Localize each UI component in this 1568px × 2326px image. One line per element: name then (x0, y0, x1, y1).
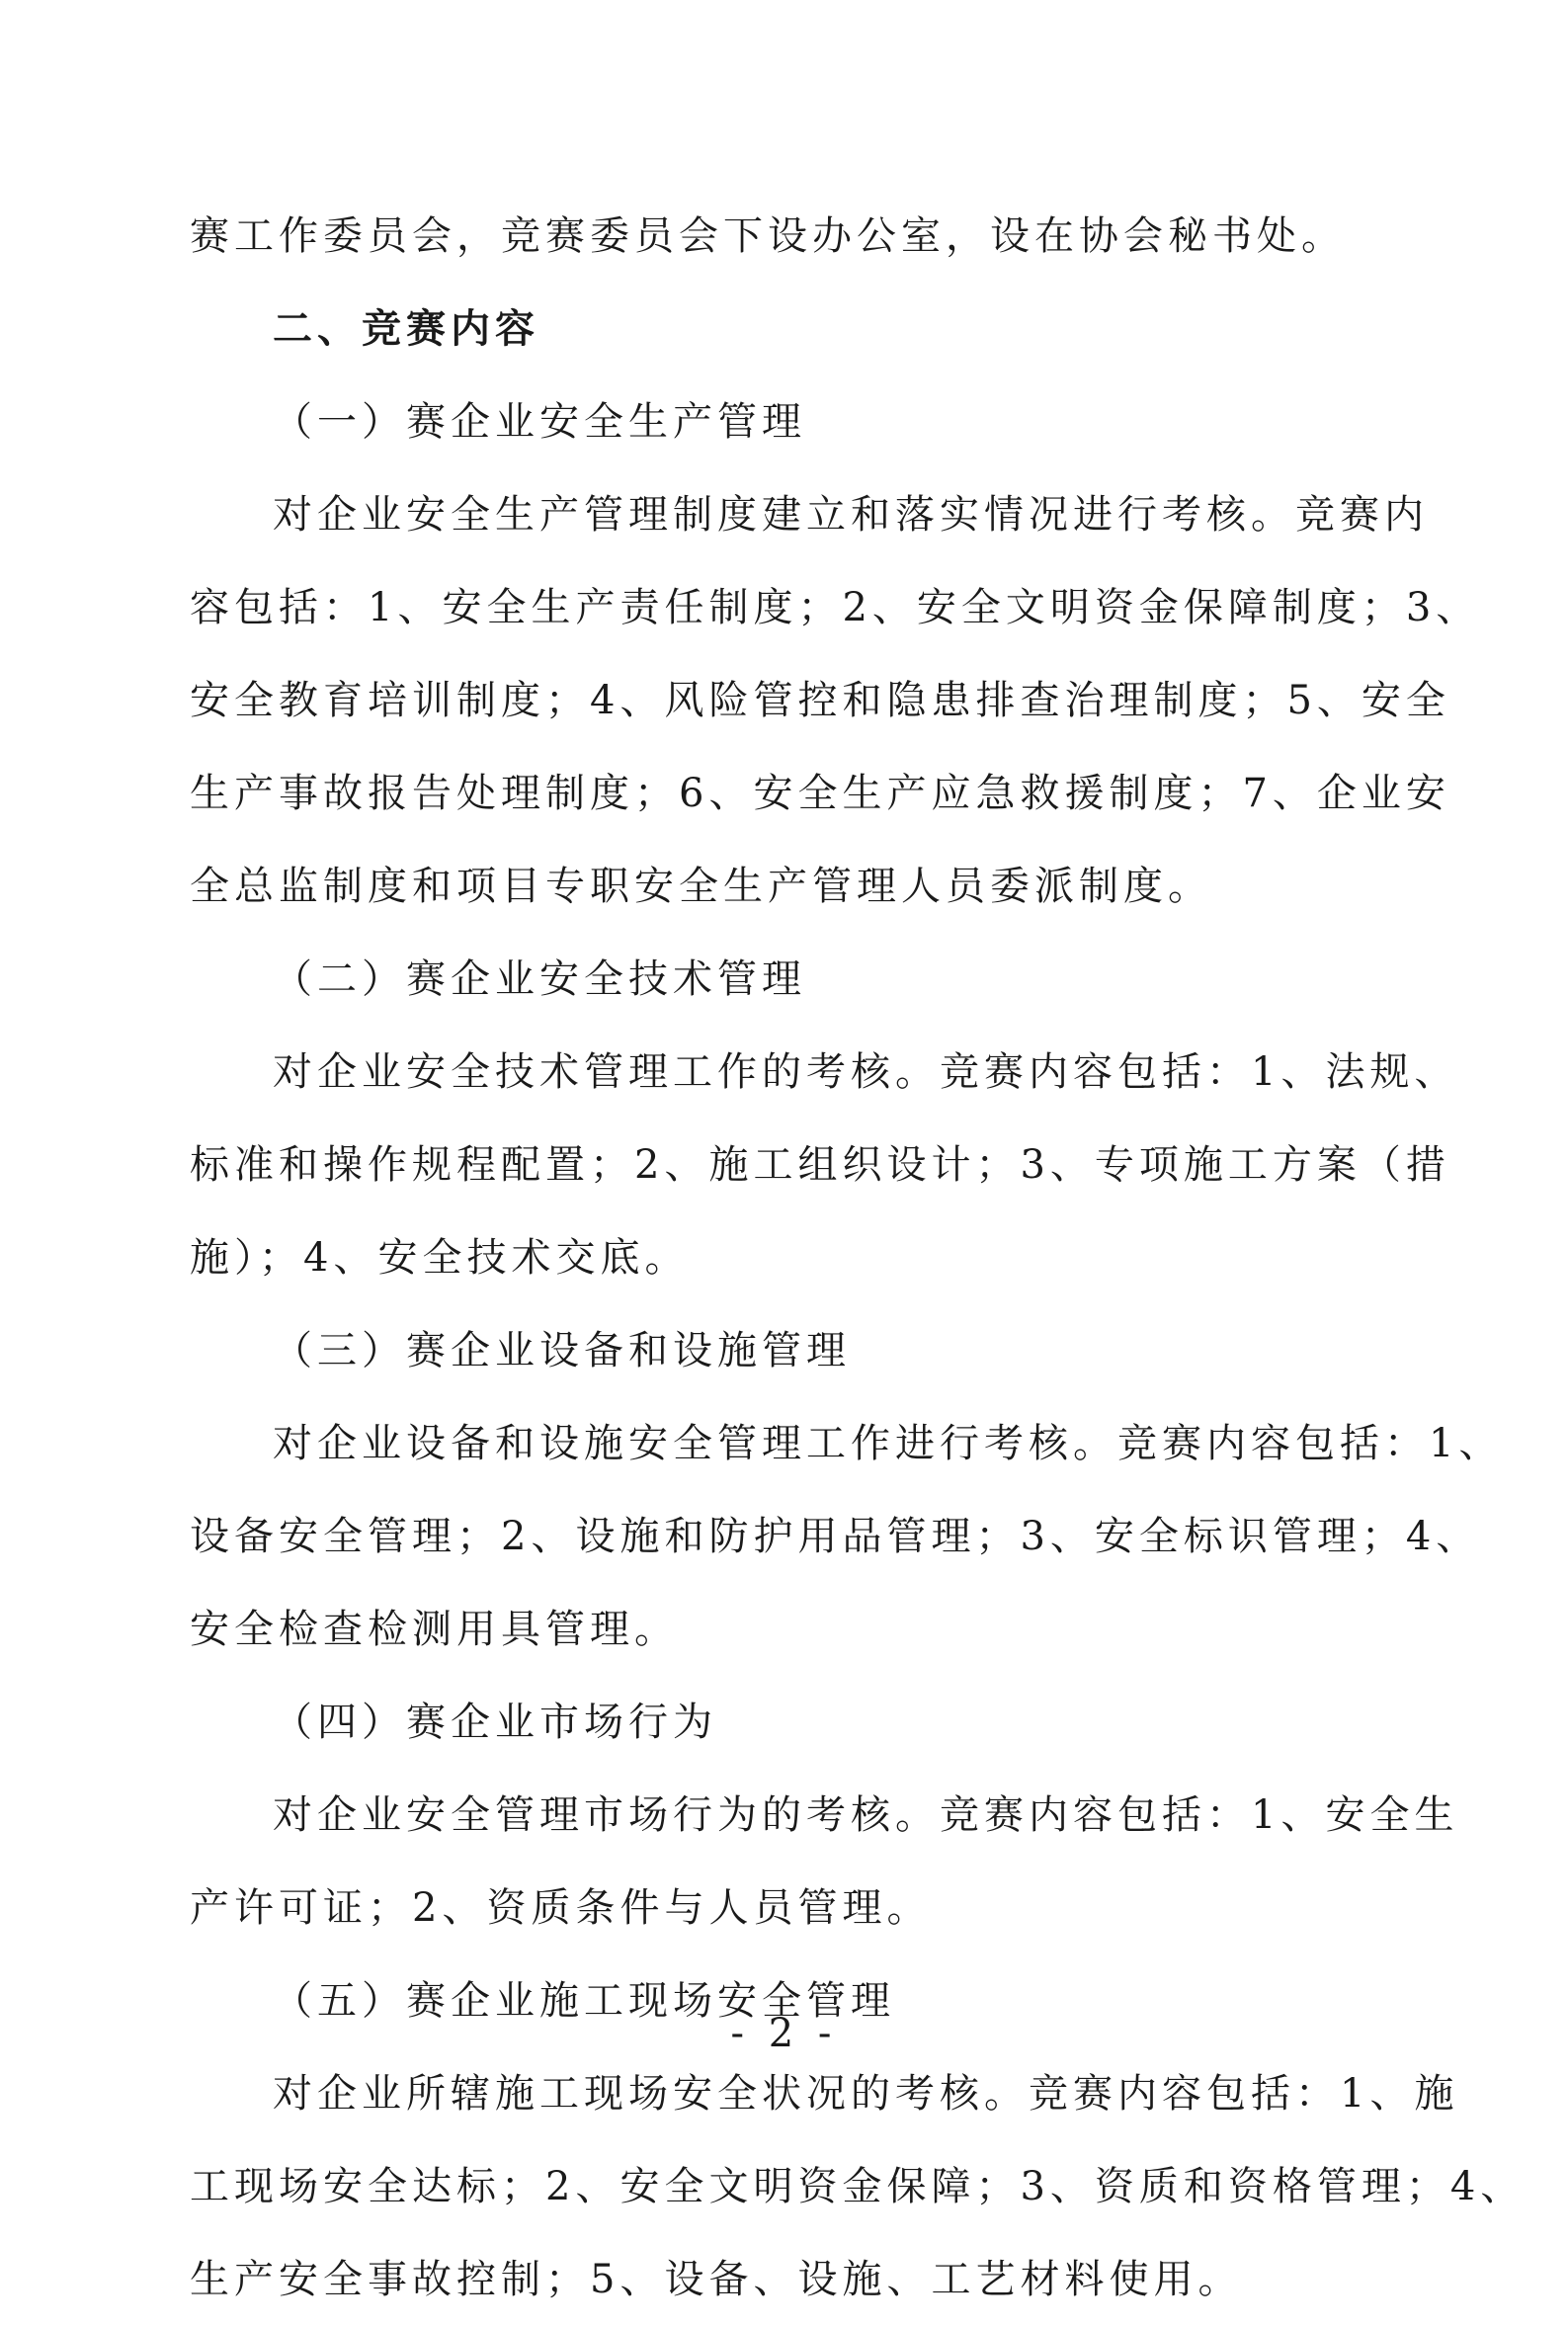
subsection-heading: （三）赛企业设备和设施管理 (273, 1328, 851, 1373)
text-line: 对企业设备和设施安全管理工作进行考核。竞赛内容包括：1、 (273, 1421, 1504, 1466)
text-line: 对企业安全生产管理制度建立和落实情况进行考核。竞赛内 (273, 492, 1429, 538)
text-line: 设备安全管理；2、设施和防护用品管理；3、安全标识管理；4、 (190, 1514, 1481, 1559)
text-line: 对企业所辖施工现场安全状况的考核。竞赛内容包括：1、施 (273, 2071, 1459, 2117)
text-line: 容包括：1、安全生产责任制度；2、安全文明资金保障制度；3、 (190, 585, 1481, 630)
text-line: 产许可证；2、资质条件与人员管理。 (190, 1885, 932, 1931)
text-line: 对企业安全技术管理工作的考核。竞赛内容包括：1、法规、 (273, 1049, 1459, 1095)
text-line: 工现场安全达标；2、安全文明资金保障；3、资质和资格管理；4、 (190, 2164, 1526, 2209)
subsection-heading: （四）赛企业市场行为 (273, 1700, 717, 1745)
text-line: 全总监制度和项目专职安全生产管理人员委派制度。 (190, 864, 1212, 909)
text-line: 安全检查检测用具管理。 (190, 1607, 679, 1652)
text-line: 标准和操作规程配置；2、施工组织设计；3、专项施工方案（措 (190, 1142, 1450, 1188)
subsection-heading: （一）赛企业安全生产管理 (273, 399, 806, 445)
text-line: 施）；4、安全技术交底。 (190, 1235, 690, 1281)
text-line: 生产事故报告处理制度；6、安全生产应急救援制度；7、企业安 (190, 771, 1450, 816)
page-number: - 2 - (730, 2011, 838, 2056)
text-line: 赛工作委员会，竞赛委员会下设办公室，设在协会秘书处。 (190, 213, 1346, 259)
section-heading: 二、竞赛内容 (273, 306, 539, 352)
subsection-heading: （五）赛企业施工现场安全管理 (273, 1978, 895, 2024)
text-line: 安全教育培训制度；4、风险管控和隐患排查治理制度；5、安全 (190, 678, 1450, 723)
document-body (190, 190, 1526, 2326)
subsection-heading: （二）赛企业安全技术管理 (273, 956, 806, 1002)
text-line: 对企业安全管理市场行为的考核。竞赛内容包括：1、安全生 (273, 1792, 1459, 1838)
text-line: 生产安全事故控制；5、设备、设施、工艺材料使用。 (190, 2257, 1243, 2302)
